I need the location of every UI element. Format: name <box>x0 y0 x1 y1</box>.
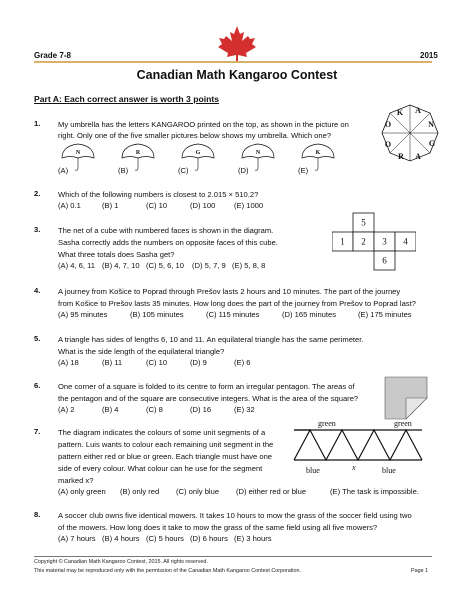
option-d[interactable]: (D) <box>238 166 249 175</box>
question-text-line: What three totals does Sasha get? <box>58 250 175 259</box>
option-b[interactable]: (B) 1 <box>102 201 119 210</box>
answer-options <box>58 534 272 543</box>
svg-text:K: K <box>315 150 321 156</box>
option-c[interactable]: (C) 5, 6, 10 <box>146 261 184 270</box>
option-e[interactable]: (E) 175 minutes <box>358 310 412 319</box>
option-a[interactable]: (A) 2 <box>58 405 75 414</box>
net-face: 4 <box>403 236 408 247</box>
question-text-line: A triangle has sides of lengths 6, 10 and 11. An equilateral triangle has the same perimeter. <box>58 335 364 344</box>
option-d[interactable]: (D) 100 <box>190 201 216 210</box>
answer-options <box>58 405 255 414</box>
option-b[interactable]: (B) 4 <box>102 405 119 414</box>
net-face: 3 <box>382 236 387 247</box>
question-text-line: right. Only one of the five smaller pictures below shows my umbrella. Which one? <box>58 131 332 140</box>
option-b[interactable]: (B) <box>118 166 129 175</box>
option-a[interactable]: (A) 95 minutes <box>58 310 108 319</box>
question-number: 2. <box>34 189 41 198</box>
question-text-line: from Košice to Prešov lasts 35 minutes. How long does the part of the journey from Prešov to Poprad last? <box>58 299 416 308</box>
answer-options <box>58 201 263 210</box>
option-c[interactable]: (C) 8 <box>146 405 163 414</box>
label-green-right: green <box>394 419 412 428</box>
svg-text:N: N <box>75 150 81 156</box>
label-blue-left: blue <box>306 466 320 475</box>
option-d[interactable]: (D) 6 hours <box>190 534 228 543</box>
question-text-line: the pentagon and of the square are consecutive integers. What is the area of the square? <box>58 394 359 403</box>
question-number: 7. <box>34 427 41 436</box>
page-title: Canadian Math Kangaroo Contest <box>136 68 338 82</box>
svg-text:O: O <box>384 120 392 129</box>
question-text-line: marked x? <box>58 476 94 485</box>
option-e[interactable]: (E) 3 hours <box>234 534 272 543</box>
option-a[interactable]: (A) 18 <box>58 358 79 367</box>
question-text-line: What is the side length of the equilateral triangle? <box>58 347 225 356</box>
option-e[interactable]: (E) 6 <box>234 358 251 367</box>
svg-text:R: R <box>135 150 141 156</box>
option-d[interactable]: (D) 165 minutes <box>282 310 337 319</box>
kangaroo-umbrella-figure <box>378 101 442 170</box>
option-e[interactable]: (E) The task is impossible. <box>330 487 419 496</box>
svg-text:O: O <box>384 140 392 149</box>
net-face: 6 <box>382 255 387 266</box>
question-number: 1. <box>34 119 41 128</box>
svg-text:N: N <box>255 150 261 156</box>
triangle-pattern-figure <box>290 416 426 483</box>
option-c[interactable]: (C) 115 minutes <box>206 310 260 319</box>
label-x: x <box>352 463 356 472</box>
question-text-line: pattern either red or blue or green. Each triangle must have one <box>58 452 273 461</box>
question-text-line: The diagram indicates the colours of some unit segments of a <box>58 428 266 437</box>
option-e[interactable]: (E) 1000 <box>234 201 264 210</box>
answer-options <box>58 166 308 175</box>
option-a[interactable]: (A) 4, 6, 11 <box>58 261 96 270</box>
net-face: 5 <box>361 217 366 228</box>
question-text-line: A journey from Košice to Poprad through Prešov lasts 2 hours and 10 minutes. The part of the journey <box>58 287 401 296</box>
question-text-line: Sasha correctly adds the numbers on opposite faces of this cube. <box>58 238 278 247</box>
net-face: 2 <box>361 236 366 247</box>
option-d[interactable]: (D) 9 <box>190 358 207 367</box>
grade-label: Grade 7-8 <box>34 51 71 60</box>
answer-options <box>58 310 412 319</box>
option-b[interactable]: (B) 4 hours <box>102 534 140 543</box>
option-a[interactable]: (A) 0.1 <box>58 201 81 210</box>
question-text-line: My umbrella has the letters KANGAROO printed on the top, as shown in the picture on <box>58 120 349 129</box>
answer-options <box>58 487 419 496</box>
option-a[interactable]: (A) <box>58 166 69 175</box>
footer-copyright: Copyright © Canadian Math Kangaroo Contest, 2015. All rights reserved. <box>34 559 208 565</box>
option-c[interactable]: (C) 5 hours <box>146 534 184 543</box>
option-c[interactable]: (C) 10 <box>146 358 168 367</box>
cube-net-figure <box>332 211 416 276</box>
question-text-line: Which of the following numbers is closest to 2.015 × 510.2? <box>58 190 259 199</box>
svg-text:G: G <box>195 150 201 156</box>
question-number: 6. <box>34 381 41 390</box>
svg-text:A: A <box>415 152 421 161</box>
label-blue-right: blue <box>382 466 396 475</box>
question-text-line: One corner of a square is folded to its centre to form an irregular pentagon. The areas of <box>58 382 355 391</box>
footer-rule <box>34 556 432 557</box>
answer-options <box>58 261 265 270</box>
header-rule <box>34 61 432 63</box>
option-b[interactable]: (B) 11 <box>102 358 123 367</box>
question-number: 8. <box>34 510 41 519</box>
option-a[interactable]: (A) 7 hours <box>58 534 96 543</box>
svg-text:N: N <box>428 120 434 129</box>
option-b[interactable]: (B) 105 minutes <box>130 310 184 319</box>
option-b[interactable]: (B) 4, 7, 10 <box>102 261 140 270</box>
footer-permission: This material may be reproduced only with the permission of the Canadian Math Kangaroo Contest Corporation. <box>34 568 301 574</box>
option-d[interactable]: (D) 16 <box>190 405 212 414</box>
question-number: 5. <box>34 334 41 343</box>
svg-text:R: R <box>398 152 404 161</box>
section-heading: Part A: Each correct answer is worth 3 points <box>34 94 219 104</box>
net-face: 1 <box>340 236 345 247</box>
option-c[interactable]: (C) <box>178 166 189 175</box>
option-e[interactable]: (E) 5, 8, 8 <box>232 261 266 270</box>
question-text-line: of the mowers. How long does it take to mow the grass of the same field using all five mowers? <box>58 523 378 532</box>
option-a[interactable]: (A) only green <box>58 487 106 496</box>
year-label: 2015 <box>420 51 438 60</box>
option-e[interactable]: (E) 32 <box>234 405 255 414</box>
svg-text:A: A <box>415 106 421 115</box>
svg-text:G: G <box>428 139 436 148</box>
option-d[interactable]: (D) either red or blue <box>236 487 307 496</box>
question-text-line: The net of a cube with numbered faces is shown in the diagram. <box>58 226 274 235</box>
label-green-left: green <box>318 419 336 428</box>
option-b[interactable]: (B) only red <box>120 487 160 496</box>
question-number: 3. <box>34 225 41 234</box>
question-text-line: A soccer club owns five identical mowers. It takes 10 hours to mow the grass of the soccer field using two <box>58 511 412 520</box>
question-text-line: pattern. Luis wants to colour each remaining unit segment in the <box>58 440 274 449</box>
question-number: 4. <box>34 286 41 295</box>
option-c[interactable]: (C) only blue <box>176 487 220 496</box>
option-d[interactable]: (D) 5, 7, 9 <box>192 261 226 270</box>
answer-options <box>58 358 250 367</box>
question-text-line: side of every colour. What colour can he use for the segment <box>58 464 263 473</box>
option-c[interactable]: (C) 10 <box>146 201 168 210</box>
svg-text:K: K <box>396 108 404 117</box>
option-e[interactable]: (E) <box>298 166 309 175</box>
page-number: Page 1 <box>411 568 429 574</box>
